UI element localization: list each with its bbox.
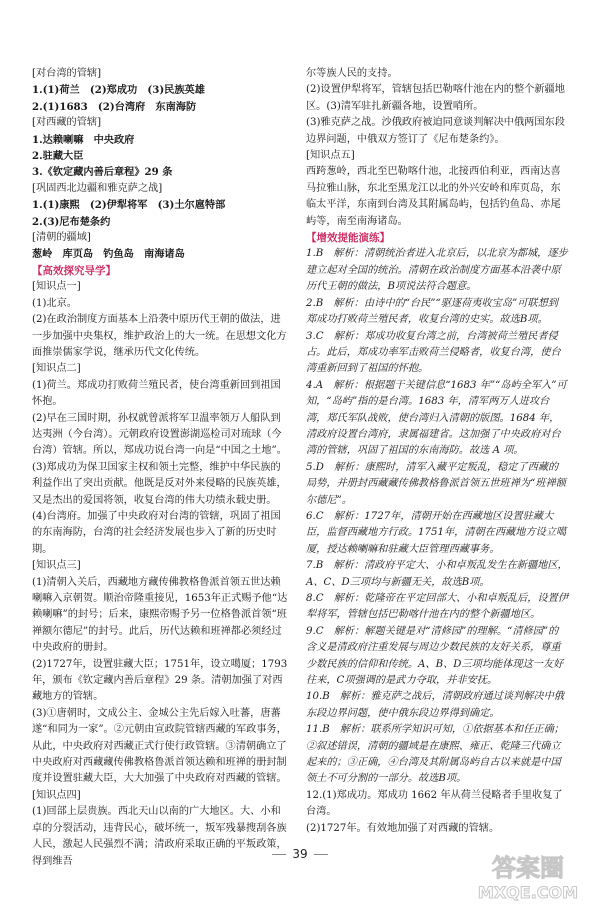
answer-analysis-10: 10.B 解析：雅克萨之战后，清朝政府通过谈判解决中俄东段边界问题，使中俄东段边界得到确定。 xyxy=(306,691,564,719)
answer-line: 葱岭 库页岛 钓鱼岛 南海诸岛 xyxy=(32,248,185,261)
heading-territory: [清朝的疆域] xyxy=(32,232,91,244)
paragraph: (2)在政治制度方面基本上沿袭中原历代王朝的做法，进一步加强中央集权，维护政治上的大一统。在思想文化方面推崇儒家学说，继承历代文化传统。 xyxy=(32,314,287,358)
right-column xyxy=(306,66,568,837)
paragraph: (2)1727年，设置驻藏大臣；1751年，设立噶厦；1793年，颁布《钦定藏内善后章程》29 条。清朝加强了对西藏地方的管辖。 xyxy=(32,658,288,703)
watermark-text-en: MXQE.COM xyxy=(477,883,579,902)
answer-analysis-4: 4.A 解析：根据题干关键信息“1683 年”“岛屿全军入”可知，“岛屿”指的是台湾。1683 年，清军两万人进攻台湾，郑氏军队战败，使台湾归入清朝的版图。1684 年，清政府设置台湾府，隶属福建省。这加强了中央政府对台湾的管辖，巩固了祖国的东南海防。故选 A 项。 xyxy=(306,379,567,457)
paragraph: 尔等族人民的支持。 xyxy=(306,68,398,79)
watermark-logo xyxy=(464,848,592,904)
paragraph: (2)早在三国时期，孙权就曾派将军卫温率领万人船队到达夷洲（今台湾）。元朝政府设置澎湖巡检司对琉球（今台湾）管辖。所以，郑成功说台湾一向是“中国之土地”。 xyxy=(32,412,287,457)
answer-analysis-9: 9.C 解析：解题关键是对“清修园”的理解。“清修园”的含义是清政府注重发展与周边少数民族的友好关系，尊重少数民族的信仰和传统。A、B、D三项均能体现这一友好往来，C项强调的是武力夺取，并非安抚。 xyxy=(306,625,564,687)
heading-northwest: [巩固西北边疆和雅克萨之战] xyxy=(32,182,163,194)
left-column xyxy=(32,66,290,870)
paragraph: (3)①唐朝时，文成公主、金城公主先后嫁入吐蕃，唐蕃遂“和同为一家”。②元朝由宣政院管辖西藏的军政事务，从此，中央政府对西藏正式行使行政管辖。③清朝确立了中央政府对西藏藏传佛教格鲁派首领达赖和班禅的册封制度并设置驻藏大臣，大大加强了中央政府对西藏的管辖。 xyxy=(32,707,287,785)
answer-analysis-11: 11.B 解析：联系所学知识可知，①依据基本和任正确；②叙述错误，清朝的疆域是在康熙、雍正、乾隆三代确立起来的；③正确，④台湾及其附属岛屿自古以来就是中国领土不可分割的一部分。故选B项。 xyxy=(306,724,564,785)
paragraph: (3)郑成功为保卫国家主权和领土完整，维护中华民族的利益作出了突出贡献。他既是反对外来侵略的民族英雄，又是杰出的爱国将领，收复台湾的伟大功绩永载史册。 xyxy=(32,461,287,506)
paragraph: (1)回部上层贵族。西北天山以南的广大地区。大、小和卓的分裂活动，违背民心，破坏统一，叛军残暴搜刮各族人民，激起人民强烈不满；清政府采取正确的平叛政策，得到维吾 xyxy=(32,806,287,867)
paragraph: (1)荷兰。郑成功打败荷兰殖民者，使台湾重新回到祖国怀抱。 xyxy=(32,379,281,408)
section-title-explore: 【高效探究导学】 xyxy=(32,264,116,277)
paragraph: 西跨葱岭，西北至巴勒喀什池，北接西伯利亚，西南达喜马拉雅山脉，东北至黑龙江以北的外兴安岭和库页岛，东临太平洋，东南到台湾及其附属岛屿，包括钓鱼岛、赤尾屿等，南至南海诸岛。 xyxy=(306,166,561,227)
paragraph: (1)清朝入关后，西藏地方藏传佛教格鲁派首领五世达赖喇嘛入京朝贺。顺治帝隆重接见，1653年正式赐予他“达赖喇嘛”的封号；后来，康熙帝赐予另一位格鲁派首领“班禅额尔德尼”的封号。此后，历代达赖和班禅都必须经过中央政府的册封。 xyxy=(32,576,288,654)
paragraph: (1)北京。 xyxy=(32,297,77,309)
answer-line: 1.(1)康熙 (2)伊犁将军 (3)土尔扈特部 xyxy=(32,199,226,212)
answer-analysis-1: 1.B 解析：清朝统治者进入北京后，以北京为都城，逐步建立起对全国的统治。清朝在政治制度方面基本沿袭中原历代王朝的做法，B项说法符合题意。 xyxy=(306,248,568,293)
paragraph: (2)设置伊犁将军，管辖包括巴勒喀什池在内的整个新疆地区。(3)清军驻扎新疆各地，设置哨所。 xyxy=(306,84,565,112)
knowledge-point-2: [知识点二] xyxy=(32,363,81,375)
answer-line: 2.(3)尼布楚条约 xyxy=(32,215,111,228)
answer-line: 1.达赖喇嘛 中央政府 xyxy=(32,133,135,146)
section-title-practice: 【增效提能演练】 xyxy=(306,232,390,245)
paragraph: (4)台湾府。加强了中央政府对台湾的管辖，巩固了祖国的东南海防，台湾的社会经济发展也步入了新的历史时期。 xyxy=(32,510,281,555)
knowledge-point-4: [知识点四] xyxy=(32,789,81,801)
heading-tibet: [对西藏的管辖] xyxy=(32,117,102,129)
knowledge-point-3: [知识点三] xyxy=(32,560,81,572)
answer-analysis-8: 8.C 解析：乾隆帝在平定回部大、小和卓叛乱后，设置伊犁将军，管辖包括巴勒喀什池在内的整个新疆地区。 xyxy=(306,593,569,621)
knowledge-point-5: [知识点五] xyxy=(306,150,355,162)
answer-12-part-1: 12.(1)郑成功。郑成功 1662 年从荷兰侵略者手里收复了台湾。 xyxy=(306,789,563,818)
watermark-text-cn: 答案圈 xyxy=(492,854,564,882)
paragraph: (3)雅克萨之战。沙俄政府被迫同意谈判解决中俄两国东段边界问题，中俄双方签订了《尼布楚条约》。 xyxy=(306,117,565,145)
answer-analysis-3: 3.C 解析：郑成功收复台湾之前，台湾被荷兰殖民者侵占。此后，郑成功率军击败荷兰侵略者，收复台湾，使台湾重新回到了祖国的怀抱。 xyxy=(306,330,561,375)
answer-line: 2.驻藏大臣 xyxy=(32,150,84,163)
answer-line: 1.(1)荷兰 (2)郑成功 (3)民族英雄 xyxy=(32,84,205,97)
answer-line: 3.《钦定藏内善后章程》29 条 xyxy=(32,166,173,179)
answer-analysis-2: 2.B 解析：由诗中的“台民”“驱逐荷夷收宝岛”可联想到郑成功打败荷兰殖民者，收复台湾的史实。故选B项。 xyxy=(306,297,558,326)
answer-analysis-7: 7.B 解析：清政府平定大、小和卓叛乱发生在新疆地区，A、C、D三项均与新疆无关，故选B项。 xyxy=(306,560,568,588)
answer-analysis-5: 5.D 解析：康熙时，清军入藏平定叛乱，稳定了西藏的局势，并册封西藏藏传佛教格鲁派首领五世班禅为“班禅额尔德尼”。 xyxy=(306,461,566,506)
answer-analysis-6: 6.C 解析：1727年，清朝开始在西藏地区设置驻藏大臣，监督西藏地方行政。1751年，清朝在西藏地方设立噶厦，授达赖喇嘛和驻藏大臣管理西藏事务。 xyxy=(306,510,567,555)
knowledge-point-1: [知识点一] xyxy=(32,281,81,293)
answer-12-part-2: (2)1727年。有效地加强了对西藏的管辖。 xyxy=(306,822,500,834)
answer-line: 2.(1)1683 (2)台湾府 东南海防 xyxy=(32,100,197,113)
page-number: 39 xyxy=(0,846,600,862)
heading-taiwan: [对台湾的管辖] xyxy=(32,68,102,79)
